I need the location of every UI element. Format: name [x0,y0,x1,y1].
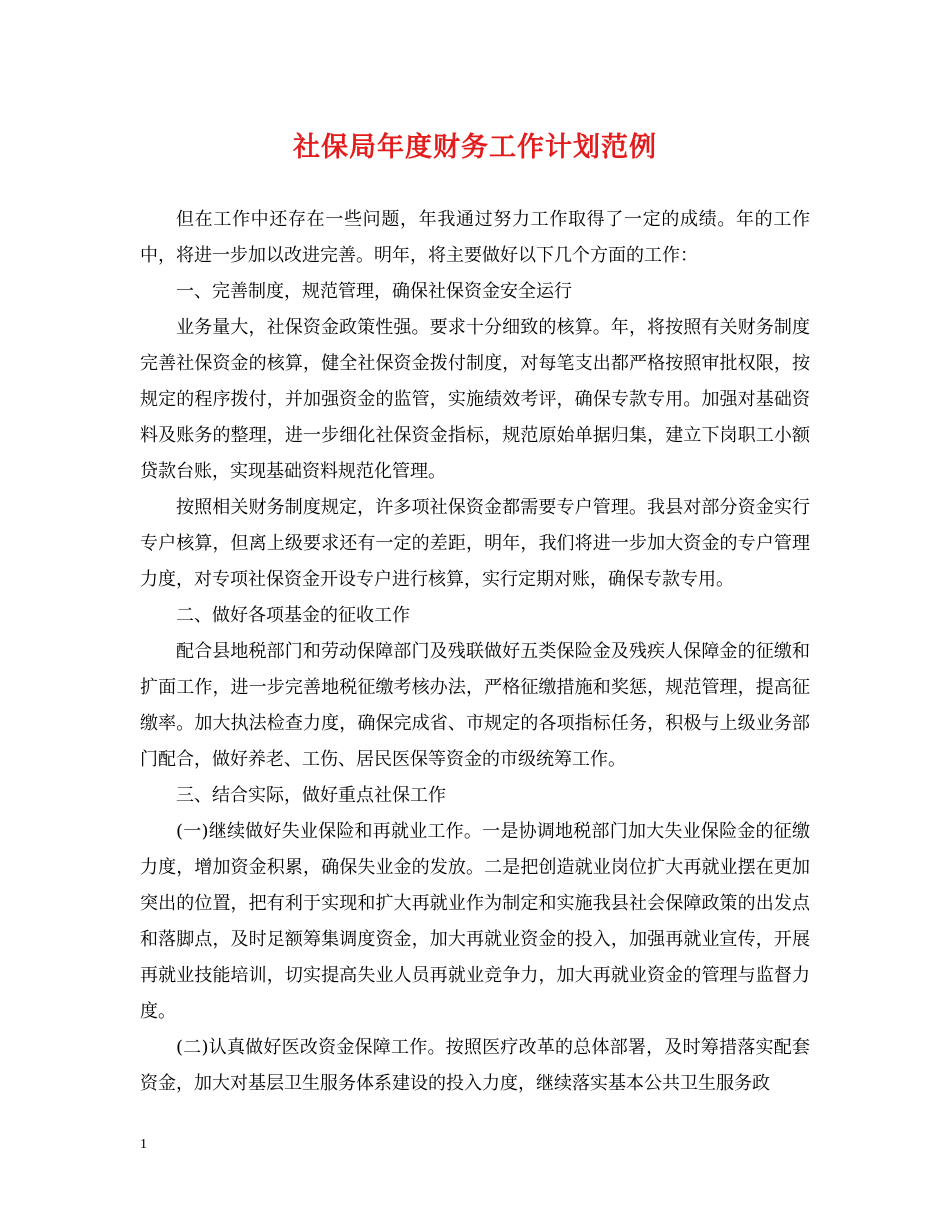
section-heading-3: 三、结合实际，做好重点社保工作 [176,785,446,806]
section-heading-2: 二、做好各项基金的征收工作 [176,605,410,626]
document-body [140,202,810,1102]
paragraph: 业务量大，社保资金政策性强。要求十分细致的核算。年，将按照有关财务制度完善社保资金的核算，健全社保资金拨付制度，对每笔支出都严格按照审批权限，按规定的程序拨付，并加强资金的监管，实施绩效考评，确保专款专用。加强对基础资料及账务的整理，进一步细化社保资金指标，规范原始单据归集，建立下岗职工小额贷款台账，实现基础资料规范化管理。 [140,317,810,482]
document-title: 社保局年度财务工作计划范例 [293,132,657,163]
paragraph-intro: 但在工作中还存在一些问题，年我通过努力工作取得了一定的成绩。年的工作中，将进一步加以改进完善。明年，将主要做好以下几个方面的工作： [140,209,810,266]
paragraph: 配合县地税部门和劳动保障部门及残联做好五类保险金及残疾人保障金的征缴和扩面工作，进一步完善地税征缴考核办法，严格征缴措施和奖惩，规范管理，提高征缴率。加大执法检查力度，确保完成省、市规定的各项指标任务，积极与上级业务部门配合，做好养老、工伤、居民医保等资金的市级统筹工作。 [140,641,810,770]
paragraph: (二)认真做好医改资金保障工作。按照医疗改革的总体部署，及时筹措落实配套资金，加大对基层卫生服务体系建设的投入力度，继续落实基本公共卫生服务政 [140,1037,810,1094]
page-number: 1 [140,1137,147,1152]
paragraph: (一)继续做好失业保险和再就业工作。一是协调地税部门加大失业保险金的征缴力度，增加资金积累，确保失业金的发放。二是把创造就业岗位扩大再就业摆在更加突出的位置，把有利于实现和扩大再就业作为制定和实施我县社会保障政策的出发点和落脚点，及时足额筹集调度资金，加大再就业资金的投入，加强再就业宣传，开展再就业技能培训，切实提高失业人员再就业竞争力，加大再就业资金的管理与监督力度。 [140,821,810,1022]
paragraph: 按照相关财务制度规定，许多项社保资金都需要专户管理。我县对部分资金实行专户核算，但离上级要求还有一定的差距，明年，我们将进一步加大资金的专户管理力度，对专项社保资金开设专户进行核算，实行定期对账，确保专款专用。 [140,497,810,590]
section-heading-1: 一、完善制度，规范管理，确保社保资金安全运行 [176,281,572,302]
